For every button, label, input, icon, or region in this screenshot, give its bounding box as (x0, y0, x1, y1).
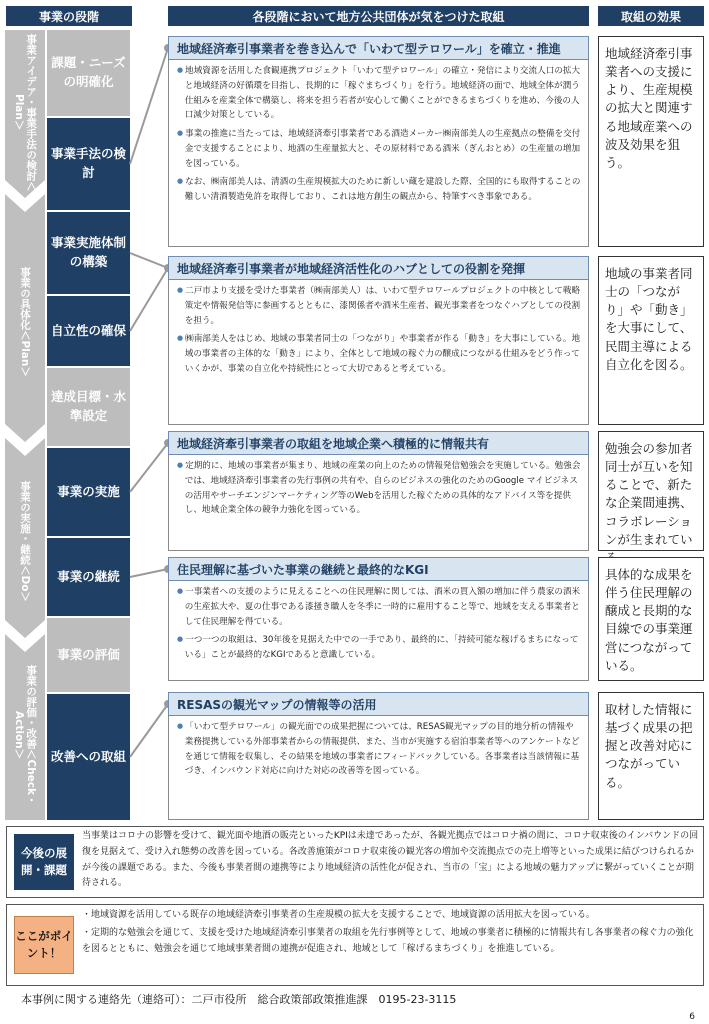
effect-header: 取組の効果 (598, 6, 704, 26)
point-line-2: ・定期的な勉強会を通じて、支援を受けた地域経済牽引事業者の取組を先行事例等として、地域の事業者に積極的に情報共有し各事業者の稼ぐ力の強化を図るとともに、勉強会を通じて地域事業者間の連携が促進され、地域として「稼げるまちづくり」を推進している。 (82, 928, 694, 954)
effort-bullet: ● 一つ一つの取組は、30年後を見据えた中での一手であり、最終的に、「持続可能な稼げるまちになっている」ことが最終的なKGIであると意識している。 (177, 633, 582, 663)
contact-info: 本事例に関する連絡先（連絡可）：二戸市役所 総合政策部政策推進課 0195-23-3115 (21, 993, 457, 1006)
stage-continuation: 事業の継続 (47, 538, 130, 616)
effect-box-1: 地域経済牽引事業者への支援により、生産規模の拡大と関連する地域産業への波及効果を狙う。 (598, 36, 704, 247)
page-number: 6 (689, 1012, 695, 1022)
stage-independence: 自立性の確保 (47, 296, 130, 366)
effort-title: 住民理解に基づいた事業の継続と最終的なKGI (168, 557, 589, 581)
phase-label-plan-idea: 事業アイデア・事業手法の検討＜Plan＞ (13, 33, 38, 192)
stage-structure: 事業実施体制の構築 (47, 212, 130, 294)
effort-bullet: ● 二戸市より支援を受けた事業者（㈱南部美人）は、いわて型テロワールプロジェクトの中核として戦略策定や情報発信等に参画するとともに、漆関係者や酒米生産者、観光事業者をつなぐハブとしての役割を担う。 (177, 284, 582, 328)
effect-box-3: 勉強会の参加者同士が互いを知ることで、新たな企業間連携、コラボレーションが生まれてい (598, 431, 704, 551)
stage-evaluation: 事業の評価 (47, 618, 130, 692)
stage-implementation: 事業の実施 (47, 448, 130, 536)
point-line-1: ・地域資源を活用している既存の地域経済牽引事業者の生産規模の拡大を支援することで、地域資源の活用拡大を図っている。 (82, 910, 595, 920)
effort-bullet: ● 地域資源を活用した食観連携プロジェクト「いわて型テロワール」の確立・発信により交流人口の拡大と地域経済の好循環を目指し、長期的に「稼ぐまちづくり」を行う。地域経済の面で、地域全体が潤う仕組みを産業全体で構築し、将来を担う若者が安心して働くことができるまちづくりを進め、今後の人口減少対策としている。 (177, 64, 582, 123)
stage-method: 事業手法の検討 (47, 118, 130, 210)
effort-section-terroir (168, 36, 589, 247)
effort-title: RESASの観光マップの情報等の活用 (168, 692, 589, 716)
phase-label-check-action: 事業の評価・改善＜Check・Action＞ (13, 664, 38, 806)
effort-bullet: ● 「いわて型テロワール」の観光面での成果把握については、RESAS観光マップの目的地分析の情報や業務提携している外部事業者からの情報提供、また、当市が実施する宿泊事業者等へのアンケートなどを通じて情報を収集し、その結果を地域の事業者にフィードバックしている。各事業者は当該情報に基づき、インバウンド対応に向けた対応の改善等を図っている。 (177, 720, 582, 779)
effort-bullet: ● なお、㈱南部美人は、清酒の生産規模拡大のために新しい蔵を建設した際、全国的にも取得することの難しい清酒製造免許を取得しており、これは地方創生の観点から、特筆すべき事象である。 (177, 175, 582, 205)
future-text: 当事業はコロナの影響を受けて、観光面や地酒の販売といったKPIは未達であったが、各観光拠点ではコロナ禍の間に、コロナ収束後のインバウンドの回復を見据えて、受け入れ態勢の改善を図っている。各改善施策がコロナ収束後の観光客の増加や交流拠点での売上増等といった成果に結びつけられるかが今後の課題である。また、今後も事業者間の連携等により地域経済の活性化が促され、当市の「宝」による地域の魅力アップに繋がっていくことが期待される。 (82, 831, 699, 889)
stage-issues: 課題・ニーズの明確化 (47, 30, 130, 116)
effect-box-5: 取材した情報に基づく成果の把握と改善対応につながっている。 (598, 692, 704, 820)
effect-box-4: 具体的な成果を伴う住民理解の醸成と長期的な目線での事業運営につながっている。 (598, 557, 704, 681)
future-label: 今後の展開・課題 (14, 834, 74, 890)
effort-section-hub (168, 256, 589, 425)
stage-targets: 達成目標・水準設定 (47, 368, 130, 446)
efforts-header: 各段階において地方公共団体が気をつけた取組 (168, 6, 589, 26)
stage-header: 事業の段階 (6, 6, 132, 26)
effort-title: 地域経済牽引事業者を巻き込んで「いわて型テロワール」を確立・推進 (168, 36, 589, 60)
effort-section-info-share (168, 431, 589, 551)
effort-title: 地域経済牽引事業者の取組を地域企業へ積極的に情報共有 (168, 431, 589, 455)
effect-box-2: 地域の事業者同士の「つながり」や「動き」を大事にして、民間主導による自立化を図る。 (598, 256, 704, 425)
stage-improvement: 改善への取組 (47, 694, 130, 820)
effort-section-kgi (168, 557, 589, 681)
point-label: ここがポイント！ (14, 916, 74, 974)
effort-bullet: ● 事業の推進に当たっては、地域経済牽引事業者である酒造メーカー㈱南部美人の生産拠点の整備を交付金で支援することにより、地酒の生産量拡大と、その原材料である酒米（ぎんおとめ）の生産量の増加を図っている。 (177, 127, 582, 171)
effort-bullet: ● 定期的に、地域の事業者が集まり、地域の産業の向上のための情報発信勉強会を実施している。勉強会では、地域経済牽引事業者の先行事例の共有や、自らのビジネスの強化のためのGoogle マイビジネスの活用やサーチエンジンマーケティング等のWebを活用した稼ぐための具体的なアドバイス等を提供し、地域企業全体の競争力強化を図っている。 (177, 459, 582, 518)
effort-bullet: ● 一事業者への支援のように見えることへの住民理解に関しては、酒米の買入額の増加に伴う農家の酒米の生産拡大や、夏の仕事である漆掻き職人を冬季に一時的に雇用すること等で、地域を支える事業者として住民理解を得ている。 (177, 585, 582, 629)
effort-section-resas (168, 692, 589, 820)
effort-title: 地域経済牽引事業者が地域経済活性化のハブとしての役割を発揮 (168, 256, 589, 280)
effort-bullet: ● ㈱南部美人をはじめ、地域の事業者同士の「つながり」や事業者が作る「動き」を大事にしている。地域の事業者の主体的な「動き」により、全体として地域の稼ぐ力の醸成につながる仕組みをどう作っていくかが、事業の自立化や持続性にとって大切であると考えている。 (177, 332, 582, 376)
phase-label-do: 事業の実施・継続＜Do＞ (19, 480, 32, 602)
phase-label-plan-concrete: 事業の具体化＜Plan＞ (19, 267, 32, 377)
